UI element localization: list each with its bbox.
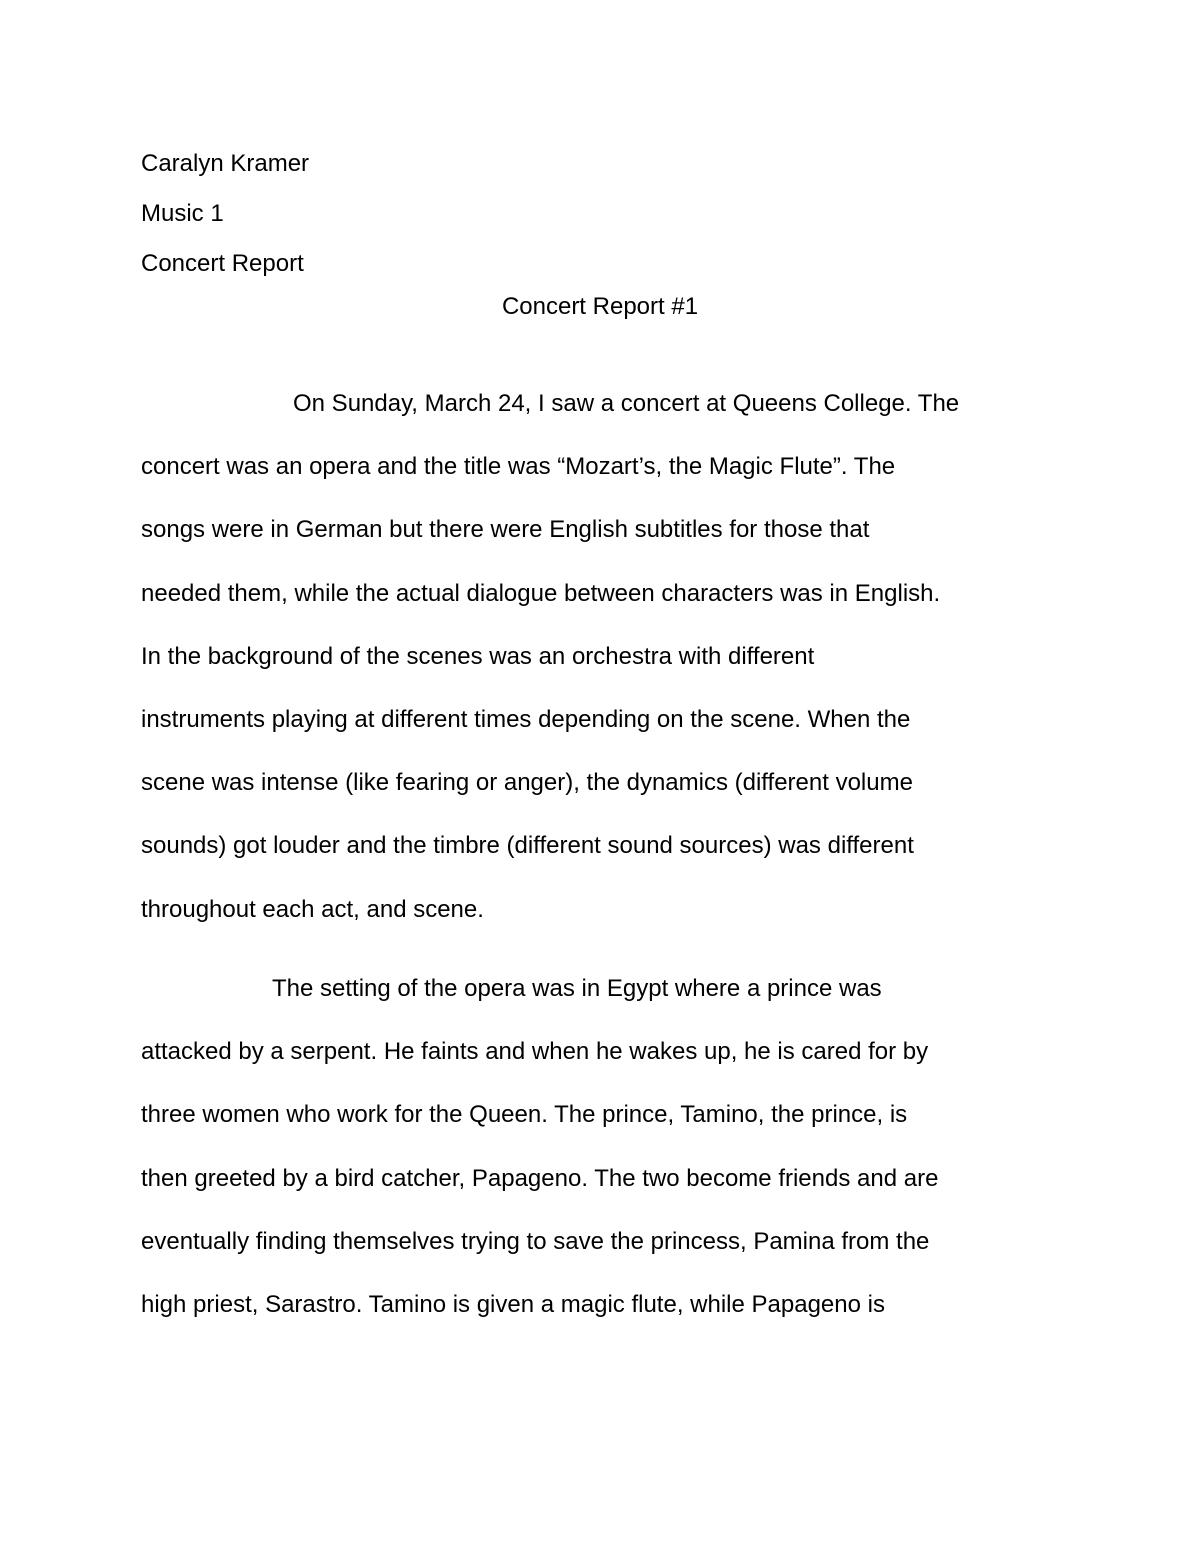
paragraph-line: concert was an opera and the title was “Mozart’s, the Magic Flute”. The <box>141 453 896 481</box>
author-name: Caralyn Kramer <box>141 150 310 177</box>
paragraph-line: high priest, Sarastro. Tamino is given a magic flute, while Papageno is <box>141 1290 885 1318</box>
paragraph-line: three women who work for the Queen. The prince, Tamino, the prince, is <box>141 1101 908 1129</box>
paragraph-line: sounds) got louder and the timbre (different sound sources) was different <box>141 832 914 860</box>
document-title: Concert Report #1 <box>501 293 699 320</box>
paragraph-line: songs were in German but there were English subtitles for those that <box>141 516 870 544</box>
paragraph-line: scene was intense (like fearing or anger), the dynamics (different volume <box>141 769 913 797</box>
paragraph-2 <box>141 957 938 1336</box>
paragraph-line: then greeted by a bird catcher, Papageno. The two become friends and are <box>141 1164 939 1192</box>
paragraph-line: On Sunday, March 24, I saw a concert at Queens College. The <box>293 390 960 417</box>
paragraph-line: In the background of the scenes was an orchestra with different <box>141 642 815 670</box>
assignment-name: Concert Report <box>141 250 304 277</box>
paragraph-1 <box>141 372 959 941</box>
paragraph-line: The setting of the opera was in Egypt where a prince was <box>272 975 882 1002</box>
course-name: Music 1 <box>141 200 224 227</box>
paragraph-line: instruments playing at different times depending on the scene. When the <box>141 705 911 733</box>
paragraph-line: attacked by a serpent. He faints and when he wakes up, he is cared for by <box>141 1038 929 1066</box>
document-header <box>141 139 309 289</box>
paragraph-line: eventually finding themselves trying to save the princess, Pamina from the <box>141 1227 930 1255</box>
paragraph-line: throughout each act, and scene. <box>141 895 484 923</box>
paragraph-line: needed them, while the actual dialogue between characters was in English. <box>141 579 941 607</box>
